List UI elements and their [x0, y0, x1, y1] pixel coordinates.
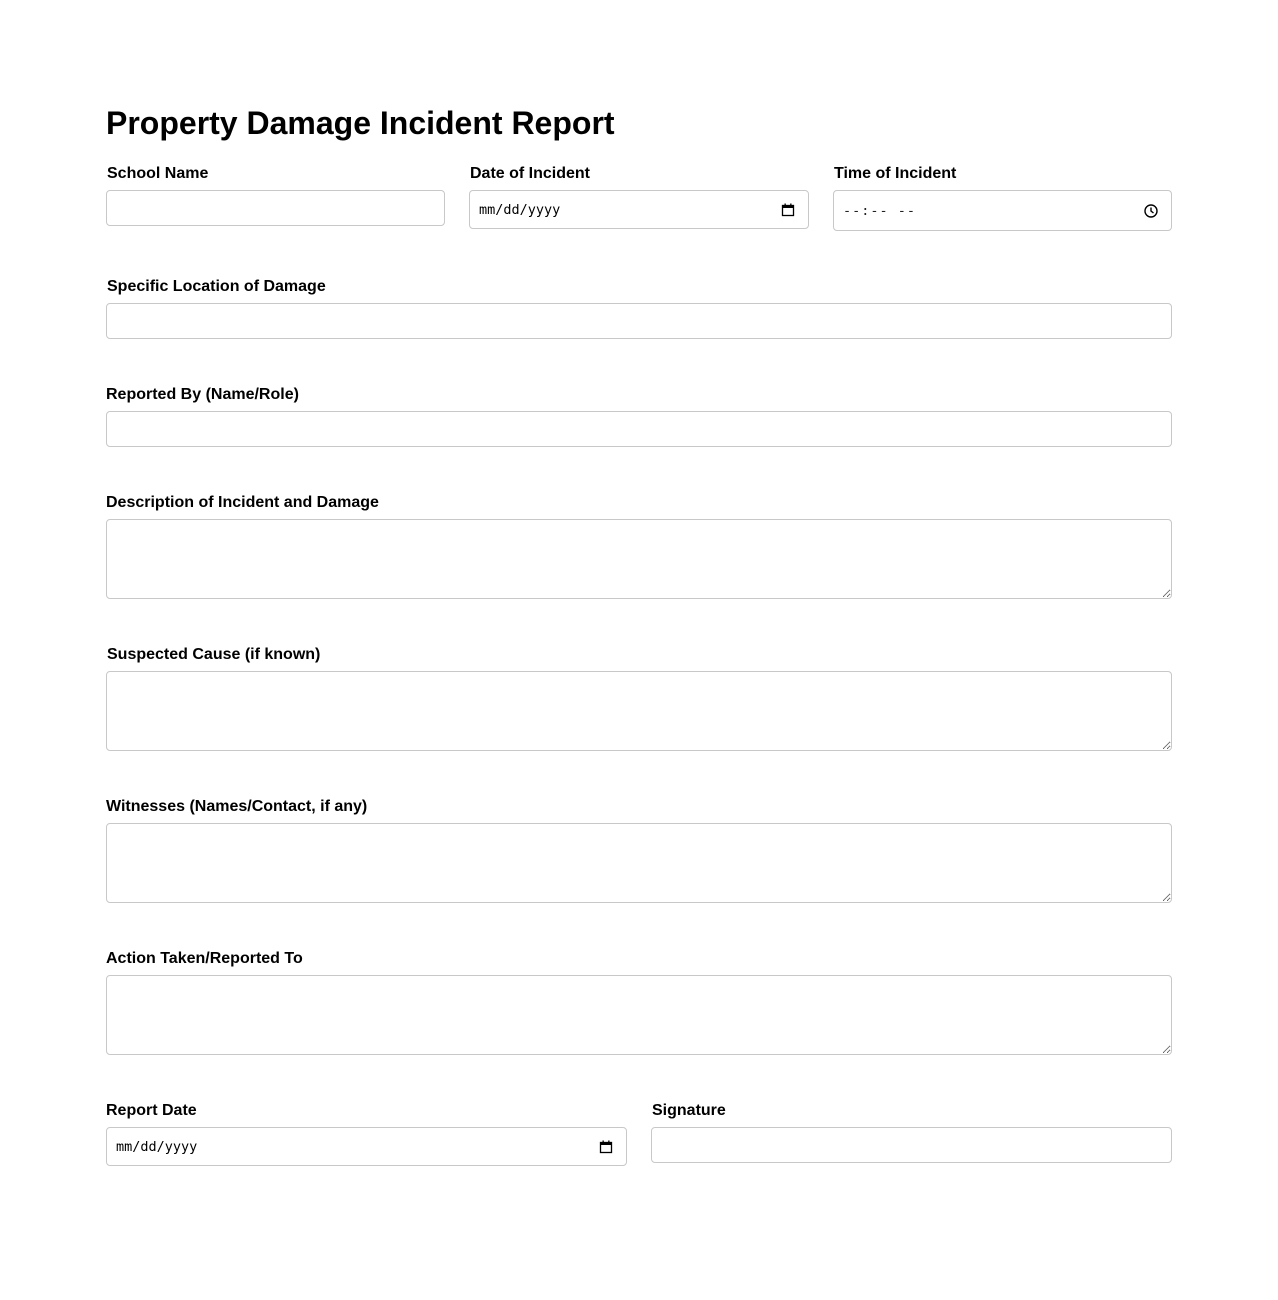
witnesses-textarea[interactable]	[106, 823, 1172, 903]
date-of-incident-label: Date of Incident	[470, 165, 591, 182]
action-taken-label: Action Taken/Reported To	[106, 950, 303, 967]
time-of-incident-input[interactable]	[833, 190, 1172, 231]
suspected-cause-label: Suspected Cause (if known)	[107, 646, 321, 663]
report-date-input[interactable]	[106, 1127, 627, 1166]
report-date-placeholder: mm/dd/yyyy	[116, 1138, 198, 1155]
reported-by-input[interactable]	[106, 411, 1172, 447]
date-placeholder: mm/dd/yyyy	[479, 201, 561, 218]
time-placeholder: --:-- --	[843, 202, 917, 219]
clock-icon[interactable]	[1143, 203, 1159, 219]
signature-label: Signature	[652, 1102, 726, 1119]
reported-by-label: Reported By (Name/Role)	[106, 386, 299, 403]
action-taken-textarea[interactable]	[106, 975, 1172, 1055]
witnesses-label: Witnesses (Names/Contact, if any)	[106, 798, 368, 815]
signature-input[interactable]	[651, 1127, 1172, 1163]
specific-location-label: Specific Location of Damage	[107, 278, 326, 295]
school-name-input[interactable]	[106, 190, 445, 226]
description-textarea[interactable]	[106, 519, 1172, 599]
suspected-cause-textarea[interactable]	[106, 671, 1172, 751]
time-of-incident-label: Time of Incident	[834, 165, 957, 182]
specific-location-input[interactable]	[106, 303, 1172, 339]
date-of-incident-input[interactable]	[469, 190, 809, 229]
calendar-icon[interactable]	[598, 1139, 614, 1155]
page-title: Property Damage Incident Report	[106, 105, 615, 141]
report-date-label: Report Date	[106, 1102, 197, 1119]
calendar-icon[interactable]	[780, 202, 796, 218]
description-label: Description of Incident and Damage	[106, 494, 379, 511]
school-name-label: School Name	[107, 165, 209, 182]
